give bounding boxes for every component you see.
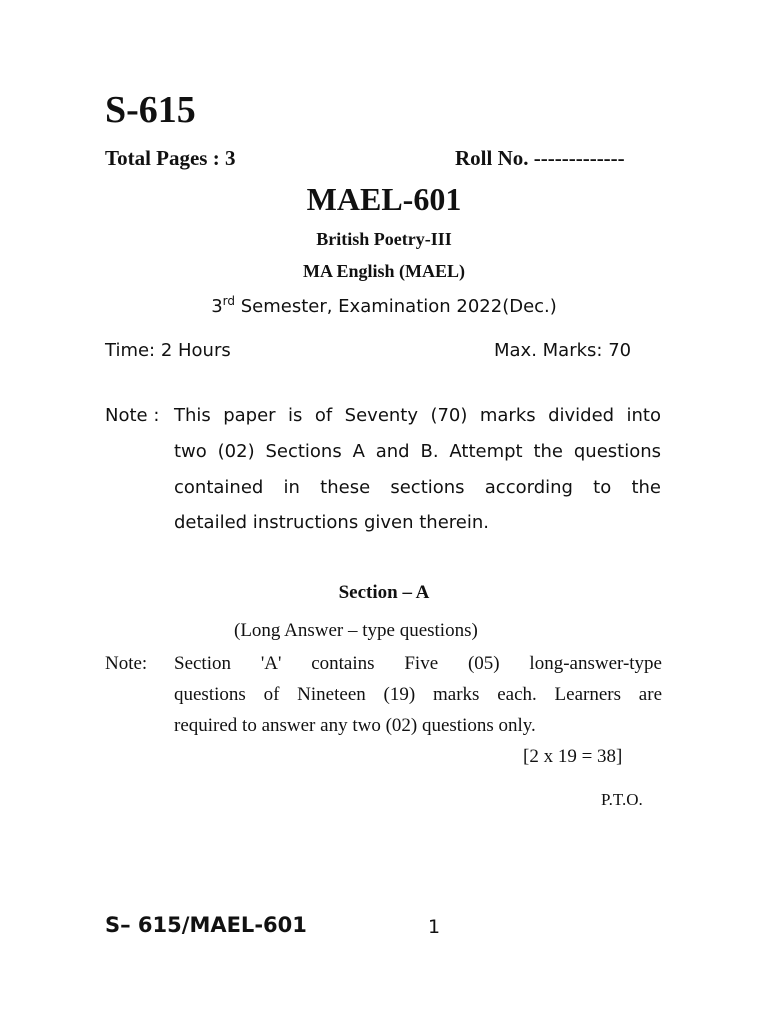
footer-code: S– 615/MAEL-601	[105, 913, 307, 937]
please-turn-over: P.T.O.	[601, 790, 643, 809]
exam-time: Time: 2 Hours	[105, 340, 231, 361]
semester-text: Semester, Examination 2022(Dec.)	[234, 296, 557, 317]
paper-code: S-615	[105, 89, 196, 131]
note-label: Note :	[105, 405, 160, 426]
programme-name: MA English (MAEL)	[302, 261, 466, 281]
note-line: two (02) Sections A and B. Attempt the questions	[174, 441, 661, 462]
section-a-note-line: Section 'A' contains Five (05) long-answer-type	[174, 653, 662, 674]
course-code: MAEL-601	[306, 181, 462, 217]
note-line: This paper is of Seventy (70) marks divided into	[174, 405, 661, 426]
section-a-note-label: Note:	[105, 653, 148, 674]
section-a-title: Section – A	[338, 582, 430, 603]
marks-formula: [2 x 19 = 38]	[523, 746, 623, 767]
section-a-note-line: questions of Nineteen (19) marks each. Learners are	[174, 684, 662, 705]
section-a-subtitle: (Long Answer – type questions)	[234, 620, 478, 641]
max-marks: Max. Marks: 70	[494, 340, 632, 361]
total-pages: Total Pages : 3	[105, 146, 236, 170]
note-line: detailed instructions given therein.	[174, 512, 489, 533]
course-title: British Poetry-III	[316, 229, 452, 249]
semester-ordinal-suffix: rd	[222, 294, 235, 308]
semester-ordinal: 3	[211, 296, 223, 317]
page-number: 1	[428, 916, 441, 938]
semester-line	[0, 294, 768, 317]
roll-number: Roll No. -------------	[455, 146, 625, 170]
note-line: contained in these sections according to the	[174, 477, 661, 498]
section-a-note-line: required to answer any two (02) questions only.	[174, 715, 536, 736]
